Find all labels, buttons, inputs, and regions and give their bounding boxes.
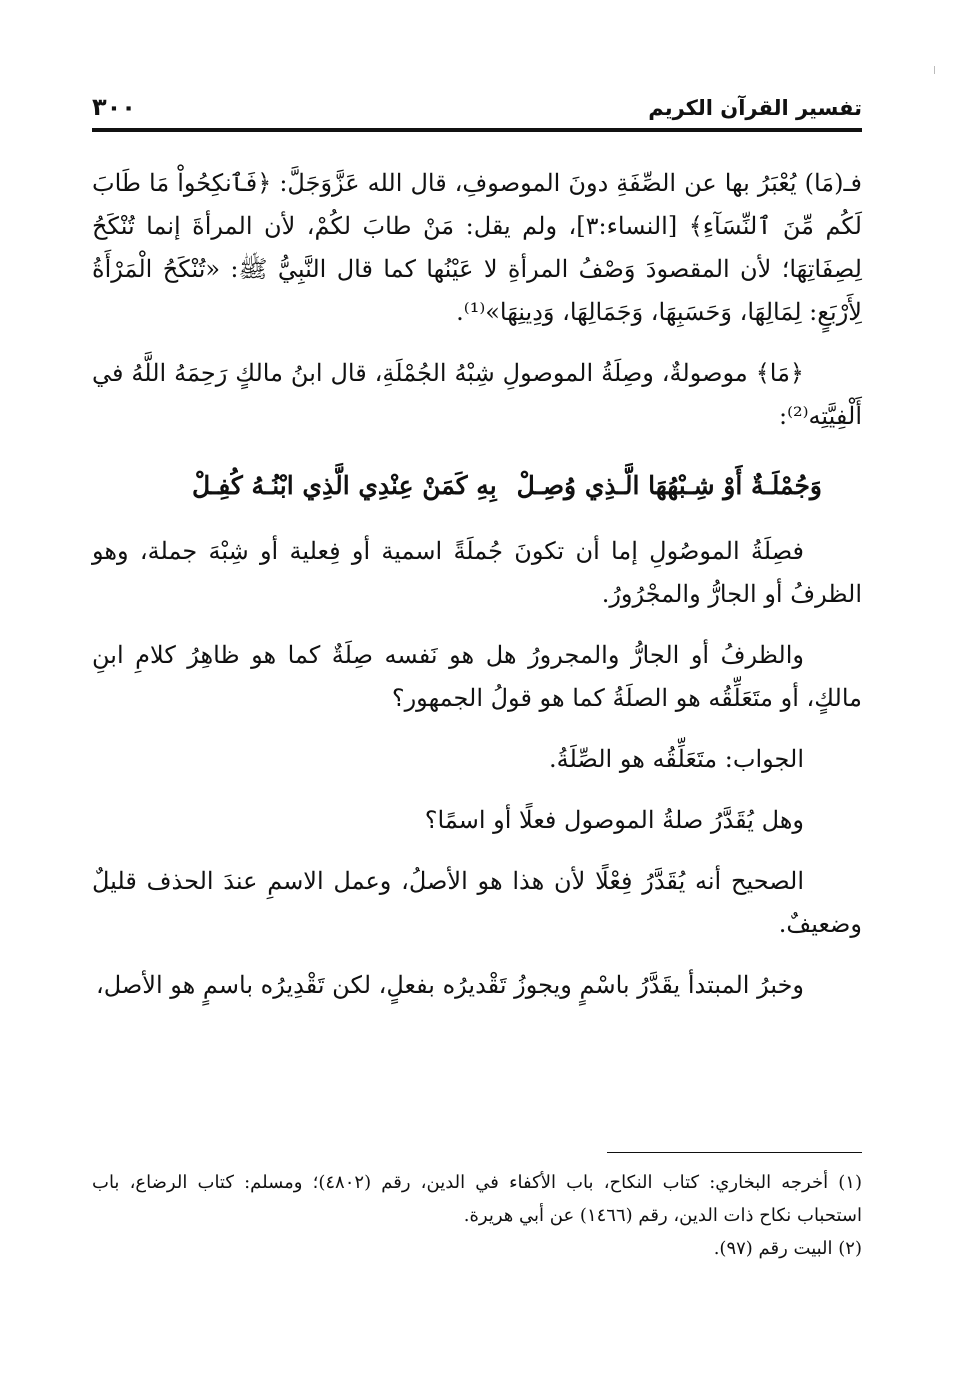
scan-mark (934, 66, 935, 74)
paragraph-3: فصِلَةُ الموصُولِ إما أن تكونَ جُملَةً اسمية أو فِعلية أو شِبْهَ جملة، وهو الظرفُ أو الجارُّ والمجْرُورُ. (92, 537, 862, 608)
paragraph-2: ﴿مَا﴾ موصولةٌ، وصِلَةُ الموصولِ شِبْهُ الجُمْلَةِ، قال ابنُ مالكٍ رَحِمَهُ اللَّهُ في أَلْفِيَّتِه⁽²⁾: (92, 359, 862, 430)
poetry-verse (92, 456, 862, 516)
paragraph-6: وهل يُقَدَّرُ صلةُ الموصول فعلًا أو اسمًا؟ (424, 806, 804, 834)
footnotes (92, 1166, 862, 1265)
paragraph-4: والظرفُ أو الجارُّ والمجرورُ هل هو نَفسه صِلَةٌ كما هو ظاهِرُ كلامِ ابنِ مالكٍ، أو متَعَلِّقُه هو الصلَةُ كما هو قولُ الجمهور؟ (92, 641, 862, 712)
paragraph-7: الصحيح أنه يُقَدَّرُ فِعْلًا لأن هذا هو الأصلُ، وعمل الاسمِ عندَ الحذف قليلٌ وضعيفٌ. (92, 867, 862, 938)
header-rule (92, 128, 862, 132)
paragraph-5: الجواب: متَعَلِّقُه هو الصِّلَةُ. (548, 745, 804, 773)
paragraph-1: فـ(مَا) يُعْبَرُ بها عن الصِّفَةِ دونَ الموصوفِ، قال الله عَزَّوَجَلَّ: ﴿فَٱنكِحُواْ مَا طَابَ لَكُم مِّنَ ٱلنِّسَآءِ﴾ [النساء:٣]، ولم يقل: مَنْ طابَ لكُمْ، لأن المرأةَ إنما تُنْكَحُ لِصِفَاتِهَا؛ لأن المقصودَ وَصْفُ المرأةِ لا عَيْنُها كما قال النَّبِيُّ ﷺ: «تُنْكَحُ الْمَرْأَةُ لِأَرْبَعٍ: لِمَالِهَا، وَحَسَبِهَا، وَجَمَالِهَا، وَدِينِهَا»⁽¹⁾. (92, 169, 862, 326)
running-header (92, 92, 862, 126)
footnote-1: (١) أخرجه البخاري: كتاب النكاح، باب الأكفاء في الدين، رقم (٤٨٠٢)؛ ومسلم: كتاب الرضاع، باب استحباب نكاح ذات الدين، رقم (١٤٦٦) عن أبي هريرة. (92, 1172, 862, 1226)
book-title: تفسير القرآن الكريم (648, 96, 862, 120)
main-text (92, 162, 862, 1025)
footnote-separator (607, 1152, 862, 1153)
footnote-2: (٢) البيت رقم (٩٧). (713, 1238, 862, 1259)
verse-first-hemistich: وَجُمْلَـةٌ أَوْ شِـبْهُهَا الَّـذِي وُصِـلْ (516, 471, 822, 500)
verse-second-hemistich: بِهِ كَمَنْ عِنْدِي الَّذِي ابْنُـهُ كُفِـلْ (192, 471, 497, 500)
paragraph-8: وخبرُ المبتدأ يقَدَّرُ باسْمٍ ويجوزُ تَقْديرُه بفعلٍ، لكن تَقْدِيرُه باسمٍ هو الأصل، (95, 971, 804, 999)
page-number: ٣٠٠ (92, 93, 136, 121)
